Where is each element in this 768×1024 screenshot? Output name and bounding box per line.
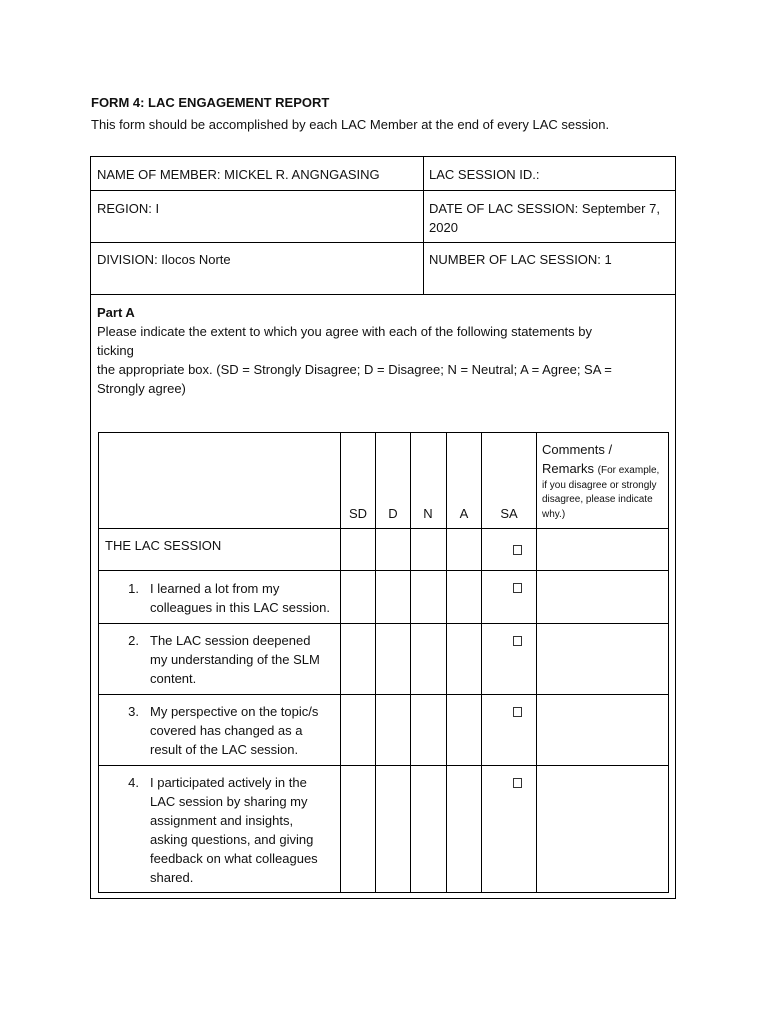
statement-line: I participated actively in the — [150, 775, 307, 790]
statement-line: colleagues in this LAC session. — [150, 600, 330, 615]
divider — [536, 433, 537, 892]
statement-line: my understanding of the SLM — [150, 652, 320, 667]
rating-table — [98, 432, 669, 893]
session-date-line: DATE OF LAC SESSION: September 7, — [429, 201, 660, 216]
form-title: FORM 4: LAC ENGAGEMENT REPORT — [91, 95, 330, 110]
session-id: LAC SESSION ID.: — [429, 167, 540, 182]
session-date — [429, 199, 660, 237]
statement-line: My perspective on the topic/s — [150, 704, 319, 719]
statement-line: covered has changed as a — [150, 723, 303, 738]
sa-checkbox[interactable] — [513, 707, 522, 717]
col-sd: SD — [348, 506, 368, 521]
col-sa: SA — [500, 506, 518, 521]
col-comments — [542, 440, 667, 522]
divider — [99, 623, 668, 624]
divider — [410, 433, 411, 892]
statement — [150, 702, 318, 759]
sa-checkbox[interactable] — [513, 636, 522, 646]
part-a-heading: Part A — [97, 305, 135, 320]
statement-line: The LAC session deepened — [150, 633, 311, 648]
statement-line: assignment and insights, — [150, 813, 294, 828]
part-a-line: Strongly agree) — [97, 381, 186, 396]
comments-note: (For example, — [597, 465, 660, 476]
sa-checkbox[interactable] — [513, 545, 522, 555]
member-name: NAME OF MEMBER: MICKEL R. ANGNGASING — [97, 167, 380, 182]
part-a-line: Please indicate the extent to which you agree with each of the following statements by — [97, 324, 593, 339]
divider — [423, 157, 424, 294]
sa-checkbox[interactable] — [513, 778, 522, 788]
comments-label: Comments / — [542, 442, 613, 457]
divider — [99, 765, 668, 766]
statement-line: shared. — [150, 870, 194, 885]
divider — [446, 433, 447, 892]
session-number: NUMBER OF LAC SESSION: 1 — [429, 252, 612, 267]
statement — [150, 773, 318, 887]
division: DIVISION: Ilocos Norte — [97, 252, 231, 267]
sa-checkbox[interactable] — [513, 583, 522, 593]
comments-note: why.) — [542, 508, 566, 520]
divider — [91, 294, 675, 295]
statement-line: I learned a lot from my — [150, 581, 280, 596]
statement-line: result of the LAC session. — [150, 742, 299, 757]
divider — [481, 433, 482, 892]
section-label: THE LAC SESSION — [105, 538, 222, 553]
form-table — [90, 156, 676, 899]
statement — [150, 631, 320, 688]
statement-line: LAC session by sharing my — [150, 794, 308, 809]
part-a-line: the appropriate box. (SD = Strongly Disagree; D = Disagree; N = Neutral; A = Agree; SA = — [97, 362, 612, 377]
item-number: 2. — [128, 633, 139, 648]
statement — [150, 579, 330, 617]
statement-line: asking questions, and giving — [150, 832, 314, 847]
divider — [375, 433, 376, 892]
item-number: 3. — [128, 704, 139, 719]
remarks-label: Remarks — [542, 461, 595, 476]
part-a-line: ticking — [97, 343, 134, 358]
comments-note: if you disagree or strongly — [542, 479, 657, 491]
divider — [99, 570, 668, 571]
divider — [340, 433, 341, 892]
divider — [99, 528, 668, 529]
divider — [91, 242, 675, 243]
comments-note: disagree, please indicate — [542, 494, 653, 505]
session-date-year: 2020 — [429, 220, 458, 235]
statement-line: content. — [150, 671, 197, 686]
item-number: 4. — [128, 775, 139, 790]
col-a: A — [459, 506, 469, 521]
statement-line: feedback on what colleagues — [150, 851, 318, 866]
divider — [91, 190, 675, 191]
form-instructions: This form should be accomplished by each LAC Member at the end of every LAC session. — [91, 117, 610, 132]
item-number: 1. — [128, 581, 139, 596]
col-n: N — [423, 506, 433, 521]
divider — [99, 694, 668, 695]
part-a-instructions — [97, 303, 657, 398]
region: REGION: I — [97, 201, 160, 216]
col-d: D — [388, 506, 398, 521]
